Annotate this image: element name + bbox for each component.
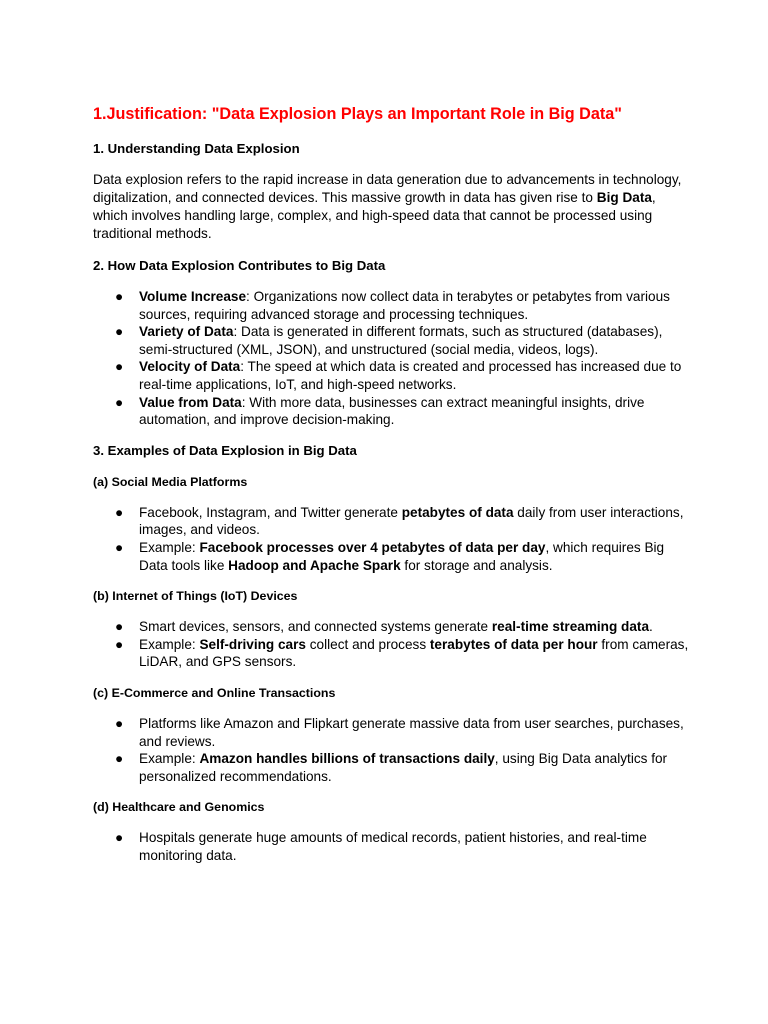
text: . [649,619,653,635]
text: daily from user interactions, images, and videos. [139,504,684,538]
bold-text: Self-driving cars [199,636,306,652]
section-heading-contributes: 2. How Data Explosion Contributes to Big Data [93,258,386,273]
list-item [93,618,693,636]
document-body [93,104,693,877]
list-item [93,750,693,785]
subsection-heading-healthcare: (d) Healthcare and Genomics [93,800,265,815]
text: , using Big Data analytics for personalized recommendations. [139,751,668,784]
bullet-icon: ● [115,289,124,304]
bold-text: real-time streaming data [491,619,650,635]
list-item [93,323,693,358]
list-item [93,394,693,429]
text: Example: [139,539,200,555]
text: Example: [139,636,200,652]
bold-text: Volume Increase [139,289,247,304]
list-item [93,504,693,539]
text: : Data is generated in different formats, such as structured (databases), semi-structured (XML, JSON), and unstructured (social media, videos, logs). [139,324,663,357]
section-heading-examples: 3. Examples of Data Explosion in Big Data [93,442,357,458]
bold-text: terabytes of data per hour [429,636,598,652]
contributions-list [93,288,693,429]
text: Hospitals generate huge amounts of medical records, patient histories, and real-time monitoring data. [139,830,647,863]
list-item [93,539,693,574]
bold-text: Variety of Data [139,324,234,340]
bullet-icon: ● [115,619,124,635]
iot-list [93,618,693,671]
text: : Organizations now collect data in terabytes or petabytes from various sources, requiring advanced storage and processing techniques. [139,289,670,322]
bullet-icon: ● [115,715,124,731]
bullet-icon: ● [115,394,124,410]
bold-text: Amazon handles billions of transactions daily [199,751,495,767]
bullet-icon: ● [115,830,124,846]
bold-text: Hadoop and Apache Spark [228,557,401,573]
bullet-icon: ● [115,751,124,767]
text: : The speed at which data is created and processed has increased due to real-time applications, IoT, and high-speed networks. [139,359,682,392]
text: : With more data, businesses can extract meaningful insights, drive automation, and improve decision-making. [139,394,645,428]
paragraph-data-explosion [93,171,693,243]
list-item [93,829,693,864]
text: from cameras, LiDAR, and GPS sensors. [139,636,689,670]
list-item [93,715,693,750]
text: for storage and analysis. [400,557,553,573]
social-media-list [93,504,693,574]
subsection-heading-iot: (b) Internet of Things (IoT) Devices [93,589,298,604]
subsection-heading-ecommerce: (c) E-Commerce and Online Transactions [93,685,336,700]
bold-text: Big Data [596,190,652,205]
text: , which involves handling large, complex, and high-speed data that cannot be processed using traditional methods. [93,190,656,241]
text: Facebook, Instagram, and Twitter generate [139,504,402,520]
text: collect and process [305,636,430,652]
text: Platforms like Amazon and Flipkart generate massive data from user searches, purchases, and reviews. [139,715,684,749]
bold-text: Value from Data [139,394,242,410]
text: Data explosion refers to the rapid increase in data generation due to advancements in technology, digitalization, and connected devices. This massive growth in data has given rise to [93,172,682,205]
ecommerce-list [93,715,693,785]
document-title: 1.Justification: "Data Explosion Plays an Important Role in Big Data" [93,105,622,123]
bullet-icon: ● [115,539,124,555]
list-item [93,358,693,393]
subsection-heading-social-media: (a) Social Media Platforms [93,474,248,489]
bold-text: petabytes of data [401,504,514,520]
bold-text: Velocity of Data [139,359,241,375]
bullet-icon: ● [115,359,124,375]
list-item [93,636,693,671]
bullet-icon: ● [115,504,124,520]
bullet-icon: ● [115,636,124,652]
text: Example: [139,751,200,767]
list-item [93,288,693,323]
healthcare-list [93,829,693,864]
text: , which requires Big Data tools like [139,539,665,573]
bold-text: Facebook processes over 4 petabytes of data per day [199,539,546,555]
bullet-icon: ● [115,324,124,340]
section-heading-understanding: 1. Understanding Data Explosion [93,141,300,156]
text: Smart devices, sensors, and connected systems generate [139,619,492,635]
